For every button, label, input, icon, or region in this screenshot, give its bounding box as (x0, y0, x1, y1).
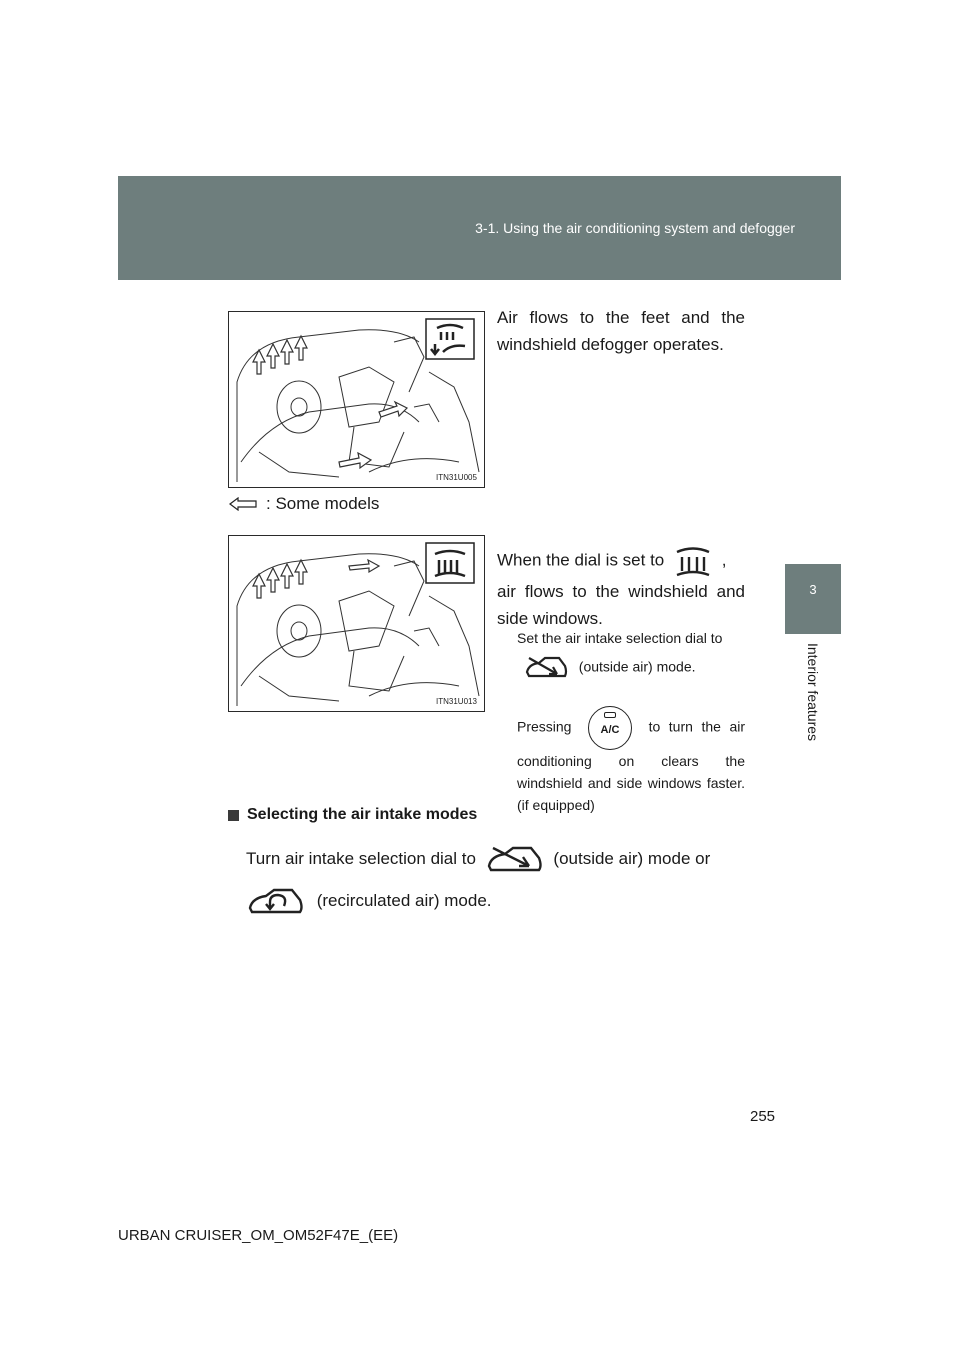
note-text: to turn the air conditioning on clears the windshield and side windows faster. (if equipped) (517, 718, 746, 813)
chapter-title: Interior features (805, 642, 821, 742)
outside-air-icon (523, 654, 569, 682)
note-text: Pressing (517, 718, 572, 735)
figure-feet-defroster (228, 311, 485, 488)
section-header-bar (118, 176, 841, 280)
page-number: 255 (750, 1108, 776, 1125)
paragraph-text: air flows to the windshield and side windows. (497, 582, 745, 628)
windshield-defroster-icon (673, 544, 713, 578)
chapter-tab[interactable] (785, 564, 841, 634)
section-heading-text: Selecting the air intake modes (247, 806, 478, 823)
left-arrow-icon (228, 497, 258, 511)
car-interior-illustration (229, 312, 484, 487)
note-text: Set the air intake selection dial to (517, 630, 723, 646)
figure-windshield-defroster (228, 535, 485, 712)
svg-text:ITN31U005: ITN31U005 (436, 473, 477, 482)
some-models-note (228, 494, 379, 514)
section-title: 3-1. Using the air conditioning system and defogger (475, 220, 795, 236)
some-models-label: : Some models (266, 494, 380, 513)
paragraph-intake-modes (246, 838, 746, 922)
footer-doc-id: URBAN CRUISER_OM_OM52F47E_(EE) (118, 1227, 399, 1244)
note-outside-air (517, 627, 745, 687)
paragraph-text: When the dial is set to (497, 550, 665, 570)
side-tab-blank (785, 280, 841, 564)
paragraph-feet-defogger (497, 304, 745, 358)
paragraph-windshield-side (497, 544, 745, 632)
outside-air-icon (485, 844, 545, 876)
paragraph-text: Air flows to the feet and the windshield defogger operates. (497, 308, 745, 354)
section-heading (228, 806, 477, 824)
paragraph-text: (recirculated air) mode. (316, 891, 492, 910)
ac-button-label: A/C (600, 724, 620, 736)
note-text: (outside air) mode. (578, 658, 696, 675)
paragraph-text: Turn air intake selection dial to (246, 849, 476, 868)
car-interior-illustration (229, 536, 484, 711)
paragraph-text: , (721, 550, 727, 570)
note-ac-button (517, 706, 745, 816)
recirculated-air-icon (246, 886, 306, 918)
svg-text:ITN31U013: ITN31U013 (436, 697, 477, 706)
chapter-number: 3 (809, 582, 817, 597)
ac-button-icon (588, 706, 632, 750)
paragraph-text: (outside air) mode or (553, 849, 711, 868)
bullet-square-icon (228, 810, 239, 821)
